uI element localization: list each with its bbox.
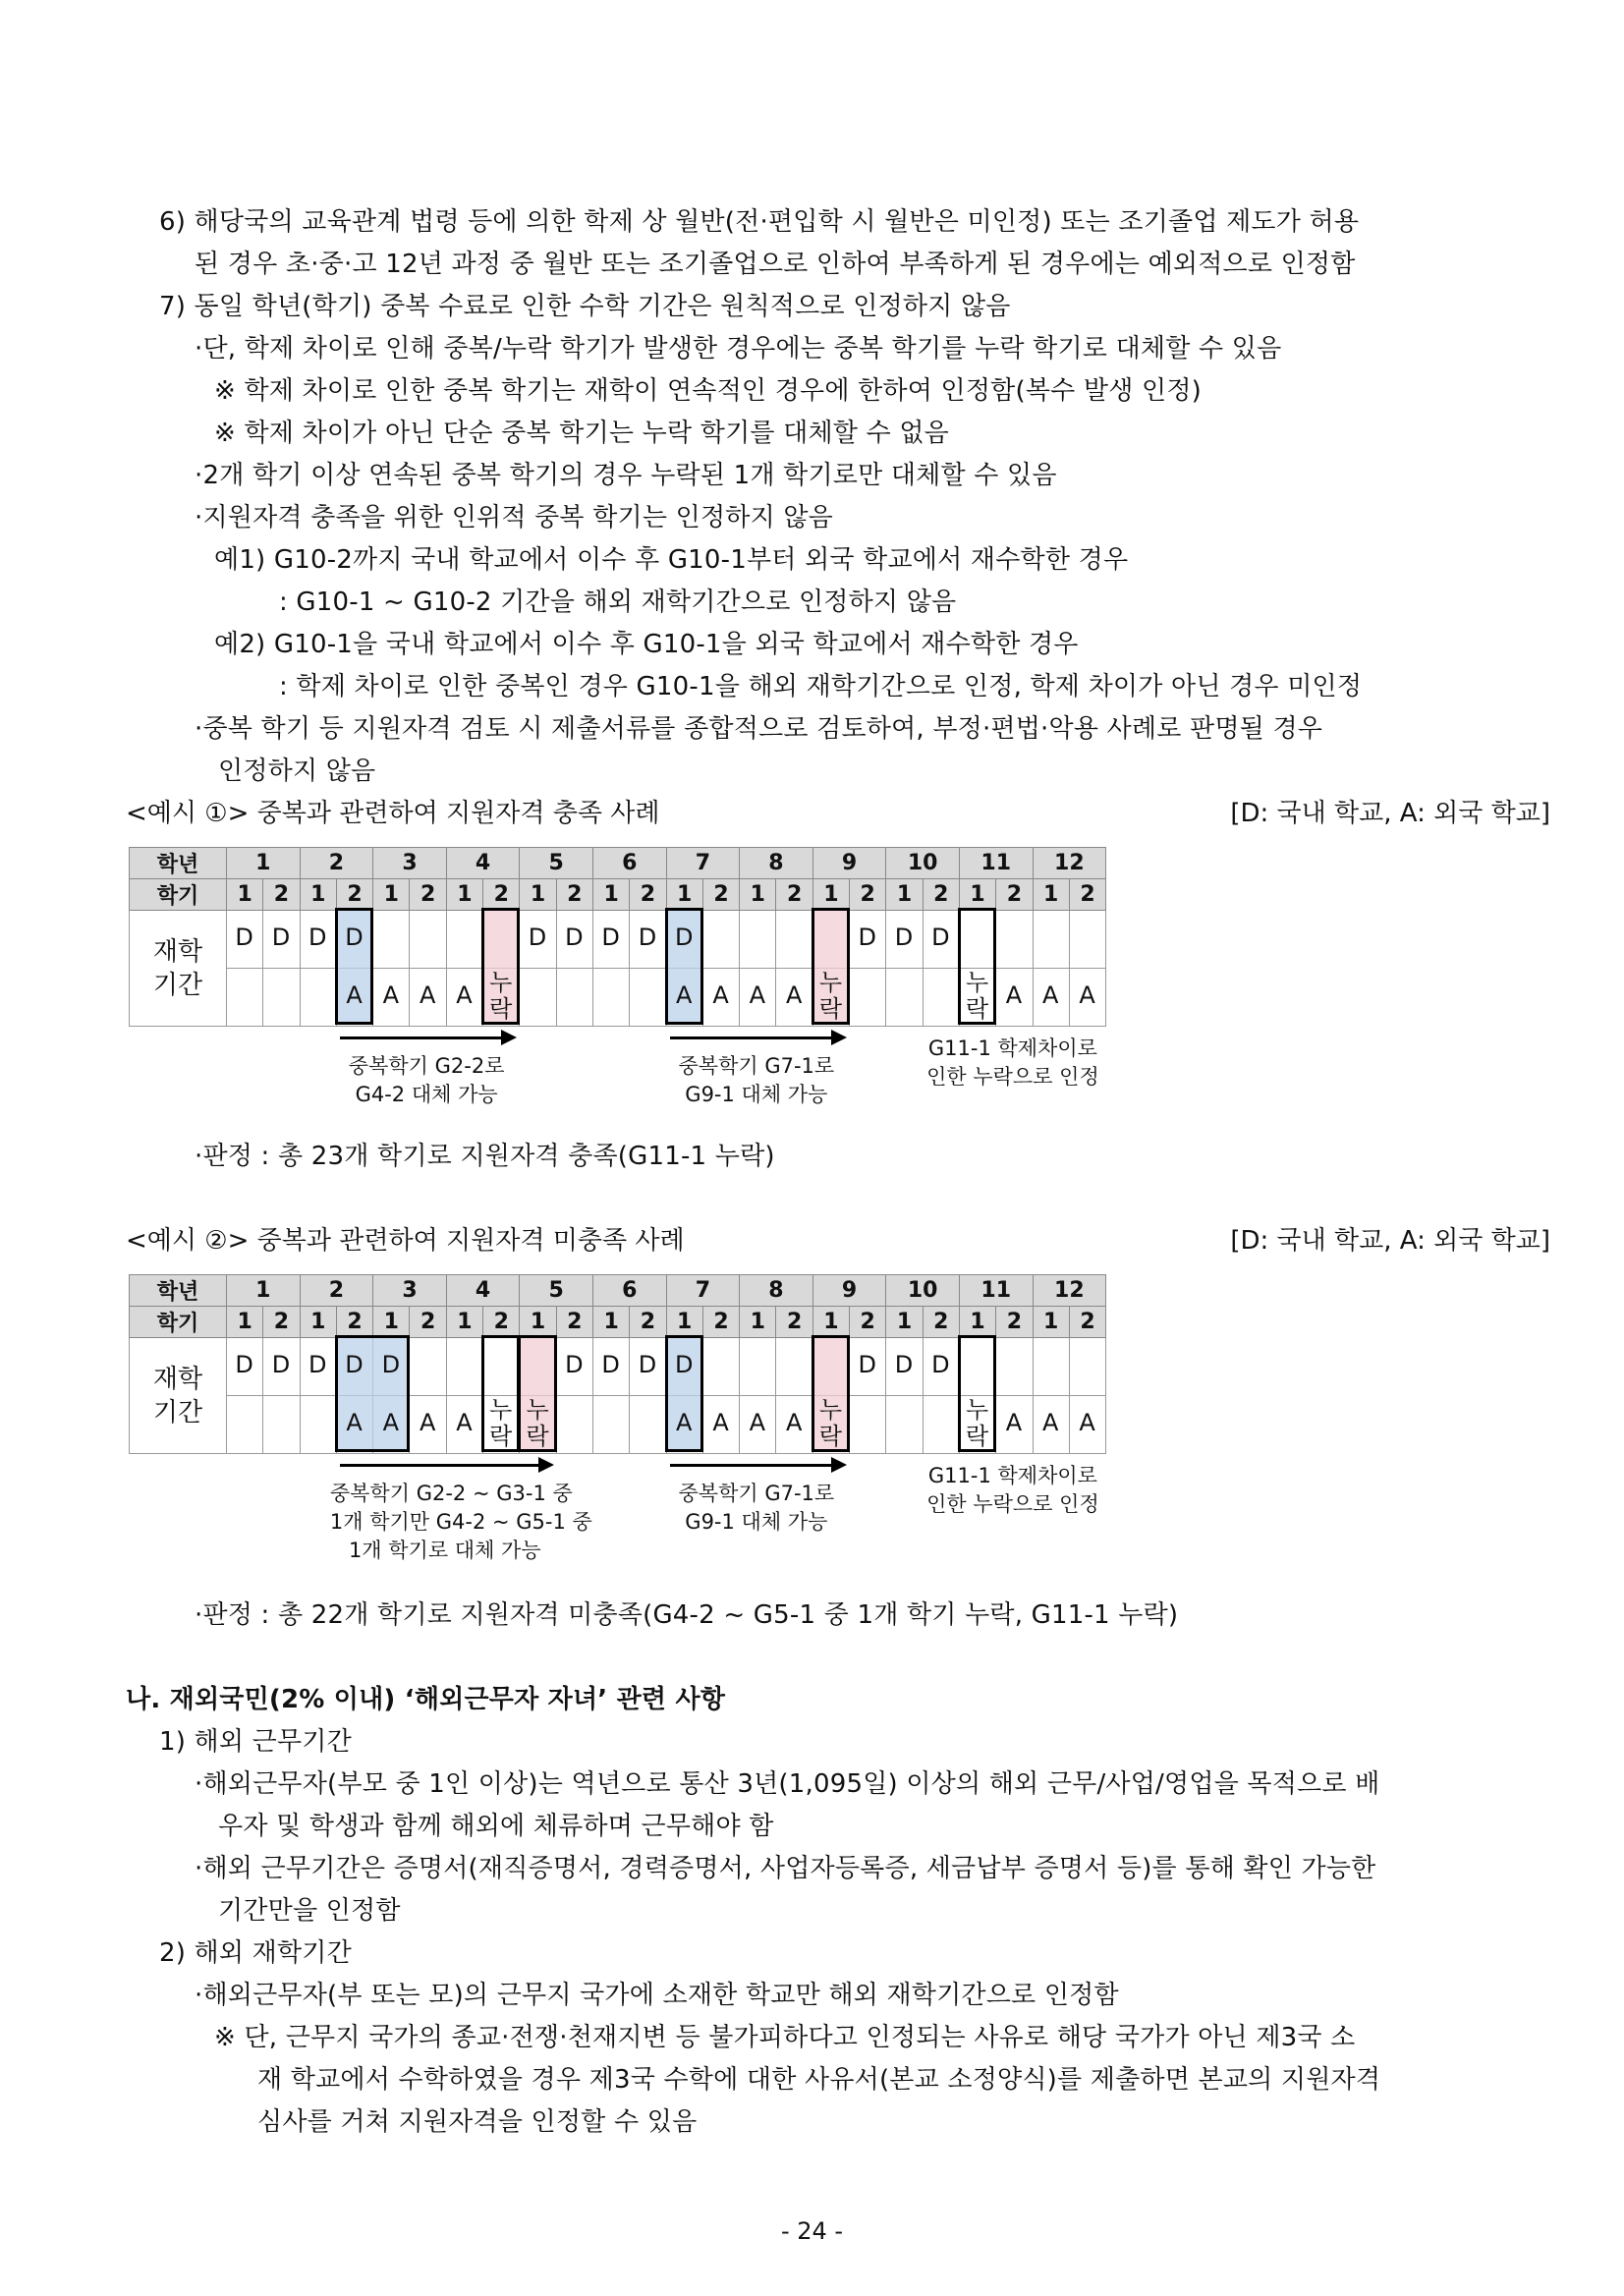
period-cell [886, 969, 923, 1027]
arrow-icon [670, 1464, 844, 1467]
semester-cell: 1 [373, 1307, 410, 1338]
semester-cell: 2 [996, 879, 1033, 911]
period-cell [923, 1396, 959, 1454]
grade-cell: 10 [886, 1275, 960, 1307]
semester-cell: 2 [556, 1307, 592, 1338]
foreign-value: A [676, 1409, 693, 1436]
period-cell [373, 911, 410, 969]
period-cell [446, 911, 482, 969]
foreign-value: 누 락 [818, 969, 843, 1023]
semester-cell: 1 [886, 879, 923, 911]
semester-cell: 1 [592, 879, 629, 911]
example-legend: [D: 국내 학교, A: 외국 학교] [1230, 799, 1550, 828]
semester-cell: 2 [1069, 1307, 1105, 1338]
grade-cell: 6 [592, 848, 666, 879]
body-line: ※ 단, 근무지 국가의 종교·전쟁·천재지변 등 불가피하다고 인정되는 사유로 해당 국가가 아닌 제3국 소 [214, 2023, 1356, 2052]
foreign-value: A [382, 981, 400, 1009]
arrow-icon [670, 1036, 844, 1039]
grade-cell: 8 [740, 848, 813, 879]
example-caption: <예시 ②> 중복과 관련하여 지원자격 미충족 사례 [126, 1226, 685, 1256]
grade-header-label: 학년 [130, 1275, 227, 1307]
period-cell [702, 1338, 739, 1396]
grade-cell: 5 [520, 848, 593, 879]
foreign-value: A [712, 1409, 729, 1436]
semester-cell: 2 [410, 1307, 446, 1338]
period-cell [886, 1396, 923, 1454]
period-cell [592, 1396, 629, 1454]
foreign-value: 누 락 [489, 1396, 513, 1450]
foreign-value: A [1079, 1409, 1095, 1436]
grade-header-label: 학년 [130, 848, 227, 879]
foreign-value: 누 락 [818, 1396, 843, 1450]
semester-cell: 1 [740, 1307, 776, 1338]
enrollment-label: 재학 기간 [130, 1338, 227, 1454]
foreign-value: A [785, 981, 803, 1009]
example-legend: [D: 국내 학교, A: 외국 학교] [1230, 1226, 1550, 1256]
period-cell [410, 1338, 446, 1396]
verdict-line: ·판정 : 총 23개 학기로 지원자격 충족(G11-1 누락) [195, 1142, 775, 1171]
grade-cell: 1 [227, 848, 301, 879]
body-line: ·해외근무자(부 또는 모)의 근무지 국가에 소재한 학교만 해외 재학기간으로 인정함 [195, 1981, 1119, 2010]
semester-cell: 1 [812, 879, 849, 911]
body-line: 재 학교에서 수학하였을 경우 제3국 수학에 대한 사유서(본교 소정양식)를 제출하면 본교의 지원자격 [257, 2065, 1381, 2095]
period-cell [630, 969, 666, 1027]
period-cell [850, 969, 886, 1027]
semester-header-row [130, 1307, 1106, 1338]
grade-cell: 10 [886, 848, 960, 879]
annotation-text: 중복학기 G2-2로 G4-2 대체 가능 [348, 1054, 505, 1106]
semester-cell: 2 [263, 1307, 300, 1338]
domestic-value: D [638, 924, 657, 951]
semester-cell: 1 [1033, 879, 1069, 911]
semester-cell: 2 [776, 879, 812, 911]
semester-cell: 1 [666, 1307, 702, 1338]
semester-cell: 1 [1033, 1307, 1069, 1338]
body-line: ·단, 학제 차이로 인해 중복/누락 학기가 발생한 경우에는 중복 학기를 누락 학기로 대체할 수 있음 [195, 334, 1282, 364]
period-cell [227, 1396, 263, 1454]
body-line: 7) 동일 학년(학기) 중복 수료로 인한 수학 기간은 원칙적으로 인정하지 않음 [159, 292, 1011, 321]
semester-cell: 1 [520, 879, 556, 911]
domestic-value: D [675, 924, 694, 951]
domestic-value: D [308, 924, 327, 951]
semester-cell: 2 [410, 879, 446, 911]
section-heading: 나. 재외국민(2% 이내) ‘해외근무자 자녀’ 관련 사항 [126, 1685, 726, 1714]
annotation-text: 중복학기 G7-1로 G9-1 대체 가능 [678, 1482, 835, 1534]
example-caption: <예시 ①> 중복과 관련하여 지원자격 충족 사례 [126, 799, 660, 828]
domestic-value: D [601, 924, 620, 951]
semester-cell: 2 [850, 879, 886, 911]
semester-cell: 1 [740, 879, 776, 911]
period-cell [227, 969, 263, 1027]
domestic-value: D [345, 924, 364, 951]
period-cell [776, 1338, 812, 1396]
domestic-value: D [931, 1351, 950, 1378]
domestic-value: D [235, 1351, 253, 1378]
foreign-value: A [456, 1409, 473, 1436]
body-line: 기간만을 인정함 [218, 1896, 401, 1926]
grade-cell: 7 [666, 1275, 740, 1307]
body-line: 우자 및 학생과 함께 해외에 체류하며 근무해야 함 [218, 1812, 774, 1841]
body-line: ·해외근무자(부모 중 1인 이상)는 역년으로 통산 3년(1,095일) 이상의 해외 근무/사업/영업을 목적으로 배 [195, 1769, 1380, 1799]
foreign-value: A [419, 981, 436, 1009]
foreign-value: A [785, 1409, 803, 1436]
grade-header-row [130, 848, 1106, 879]
domestic-value: D [528, 924, 547, 951]
grade-cell: 2 [300, 848, 373, 879]
semester-cell: 1 [520, 1307, 556, 1338]
grade-cell: 5 [520, 1275, 593, 1307]
domestic-value: D [381, 1351, 401, 1378]
domestic-value: D [894, 924, 914, 951]
body-line: 인정하지 않음 [218, 756, 376, 786]
grade-cell: 4 [446, 848, 520, 879]
foreign-value: 누 락 [966, 969, 989, 1023]
period-cell [300, 969, 336, 1027]
period-cell [556, 1396, 592, 1454]
body-line: 6) 해당국의 교육관계 법령 등에 의한 학제 상 월반(전·편입학 시 월반은 미인정) 또는 조기졸업 제도가 허용 [159, 207, 1360, 237]
semester-cell: 2 [776, 1307, 812, 1338]
body-line: 심사를 거쳐 지원자격을 인정할 수 있음 [257, 2107, 698, 2137]
semester-header-label: 학기 [130, 1307, 227, 1338]
domestic-value: D [931, 924, 950, 951]
domestic-value: D [638, 1351, 657, 1378]
body-line: ※ 학제 차이가 아닌 단순 중복 학기는 누락 학기를 대체할 수 없음 [214, 419, 949, 448]
arrow-icon [340, 1464, 550, 1467]
period-cell [923, 969, 959, 1027]
semester-cell: 2 [336, 1307, 372, 1338]
domestic-value: D [858, 1351, 876, 1378]
foreign-value: A [1042, 1409, 1059, 1436]
semester-cell: 1 [300, 1307, 336, 1338]
enrollment-label: 재학 기간 [130, 911, 227, 1027]
grade-cell: 9 [812, 848, 886, 879]
grade-cell: 3 [373, 1275, 447, 1307]
grade-cell: 3 [373, 848, 447, 879]
grade-cell: 11 [959, 848, 1033, 879]
arrow-icon [340, 1036, 514, 1039]
period-cell [1033, 911, 1069, 969]
semester-cell: 2 [630, 879, 666, 911]
semester-cell: 2 [483, 1307, 520, 1338]
domestic-value: D [565, 1351, 584, 1378]
domestic-value: D [308, 1351, 327, 1378]
foreign-value: A [346, 981, 363, 1009]
body-line: : 학제 차이로 인한 중복인 경우 G10-1을 해외 재학기간으로 인정, 학제 차이가 아닌 경우 미인정 [279, 672, 1363, 701]
body-line: ·해외 근무기간은 증명서(재직증명서, 경력증명서, 사업자등록증, 세금납부 증명서 등)를 통해 확인 가능한 [195, 1854, 1376, 1883]
body-line: ※ 학제 차이로 인한 중복 학기는 재학이 연속적인 경우에 한하여 인정함(복수 발생 인정) [214, 376, 1202, 406]
body-line: 된 경우 초·중·고 12년 과정 중 월반 또는 조기졸업으로 인하여 부족하게 된 경우에는 예외적으로 인정함 [195, 250, 1356, 279]
verdict-line: ·판정 : 총 22개 학기로 지원자격 미충족(G4-2 ~ G5-1 중 1개 학기 누락, G11-1 누락) [195, 1600, 1179, 1630]
period-cell [740, 1338, 776, 1396]
annotation-text: G11-1 학제차이로 인한 누락으로 인정 [926, 1036, 1099, 1089]
semester-cell: 2 [556, 879, 592, 911]
period-cell [740, 911, 776, 969]
domestic-value: D [345, 1351, 364, 1378]
domestic-value: D [894, 1351, 914, 1378]
semester-cell: 2 [923, 879, 959, 911]
grade-cell: 6 [592, 1275, 666, 1307]
body-line: ·중복 학기 등 지원자격 검토 시 제출서류를 종합적으로 검토하여, 부정·편법·악용 사례로 판명될 경우 [195, 714, 1323, 744]
period-cell [410, 911, 446, 969]
period-cell [996, 1338, 1033, 1396]
grade-header-row [130, 1275, 1106, 1307]
semester-cell: 2 [702, 879, 739, 911]
semester-cell: 2 [850, 1307, 886, 1338]
period-cell [1069, 1338, 1105, 1396]
period-cell [520, 969, 556, 1027]
semester-cell: 1 [959, 1307, 995, 1338]
semester-cell: 1 [886, 1307, 923, 1338]
domestic-value: D [565, 924, 584, 951]
semester-cell: 2 [923, 1307, 959, 1338]
grade-cell: 12 [1033, 1275, 1106, 1307]
grade-cell: 12 [1033, 848, 1106, 879]
grade-cell: 4 [446, 1275, 520, 1307]
foreign-value: A [676, 981, 693, 1009]
domestic-value: D [271, 924, 291, 951]
domestic-value: D [235, 924, 253, 951]
semester-header-row [130, 879, 1106, 911]
body-line: 예1) G10-2까지 국내 학교에서 이수 후 G10-1부터 외국 학교에서 재수학한 경우 [214, 545, 1129, 575]
period-cell [556, 969, 592, 1027]
period-cell [702, 911, 739, 969]
semester-cell: 2 [1069, 879, 1105, 911]
foreign-value: A [749, 1409, 766, 1436]
semester-cell: 2 [630, 1307, 666, 1338]
foreign-value: A [712, 981, 729, 1009]
grade-cell: 11 [959, 1275, 1033, 1307]
semester-cell: 1 [446, 1307, 482, 1338]
semester-cell: 1 [446, 879, 482, 911]
period-cell [263, 1396, 300, 1454]
period-cell [446, 1338, 482, 1396]
grade-cell: 2 [300, 1275, 373, 1307]
grade-cell: 9 [812, 1275, 886, 1307]
annotation-text: 중복학기 G2-2 ~ G3-1 중 1개 학기만 G4-2 ~ G5-1 중 1개 학기로 대체 가능 [329, 1482, 592, 1562]
semester-cell: 1 [373, 879, 410, 911]
foreign-value: 누 락 [489, 969, 513, 1023]
domestic-value: D [601, 1351, 620, 1378]
domestic-value: D [858, 924, 876, 951]
body-line: ·2개 학기 이상 연속된 중복 학기의 경우 누락된 1개 학기로만 대체할 수 있음 [195, 461, 1057, 490]
foreign-value: A [346, 1409, 363, 1436]
foreign-value: A [749, 981, 766, 1009]
semester-cell: 1 [959, 879, 995, 911]
foreign-value: A [382, 1409, 400, 1436]
body-line: 1) 해외 근무기간 [159, 1727, 352, 1757]
foreign-value: A [419, 1409, 436, 1436]
semester-header-label: 학기 [130, 879, 227, 911]
grade-cell: 1 [227, 1275, 301, 1307]
semester-cell: 2 [996, 1307, 1033, 1338]
semester-cell: 2 [336, 879, 372, 911]
annotation-text: 중복학기 G7-1로 G9-1 대체 가능 [678, 1054, 835, 1106]
grade-cell: 7 [666, 848, 740, 879]
foreign-value: A [1079, 981, 1095, 1009]
period-cell [776, 911, 812, 969]
semester-cell: 2 [263, 879, 300, 911]
semester-cell: 1 [227, 879, 263, 911]
period-cell [1069, 911, 1105, 969]
foreign-value: A [456, 981, 473, 1009]
period-cell [1033, 1338, 1069, 1396]
semester-cell: 1 [300, 879, 336, 911]
foreign-value: A [1042, 981, 1059, 1009]
period-cell [300, 1396, 336, 1454]
semester-cell: 2 [483, 879, 520, 911]
domestic-value: D [271, 1351, 291, 1378]
period-cell [630, 1396, 666, 1454]
domestic-value: D [675, 1351, 694, 1378]
semester-cell: 1 [227, 1307, 263, 1338]
foreign-value: 누 락 [966, 1396, 989, 1450]
foreign-value: A [1005, 981, 1023, 1009]
period-cell [263, 969, 300, 1027]
page-number: - 24 - [780, 2217, 844, 2245]
body-line: 2) 해외 재학기간 [159, 1938, 352, 1968]
foreign-value: A [1005, 1409, 1023, 1436]
body-line: : G10-1 ~ G10-2 기간을 해외 재학기간으로 인정하지 않음 [279, 588, 957, 617]
semester-cell: 1 [592, 1307, 629, 1338]
semester-cell: 1 [666, 879, 702, 911]
semester-cell: 2 [702, 1307, 739, 1338]
body-line: ·지원자격 충족을 위한 인위적 중복 학기는 인정하지 않음 [195, 503, 833, 532]
annotation-text: G11-1 학제차이로 인한 누락으로 인정 [926, 1464, 1099, 1516]
period-cell [592, 969, 629, 1027]
period-cell [850, 1396, 886, 1454]
period-cell [996, 911, 1033, 969]
body-line: 예2) G10-1을 국내 학교에서 이수 후 G10-1을 외국 학교에서 재수학한 경우 [214, 630, 1079, 659]
semester-cell: 1 [812, 1307, 849, 1338]
foreign-value: 누 락 [526, 1396, 549, 1450]
grade-cell: 8 [740, 1275, 813, 1307]
